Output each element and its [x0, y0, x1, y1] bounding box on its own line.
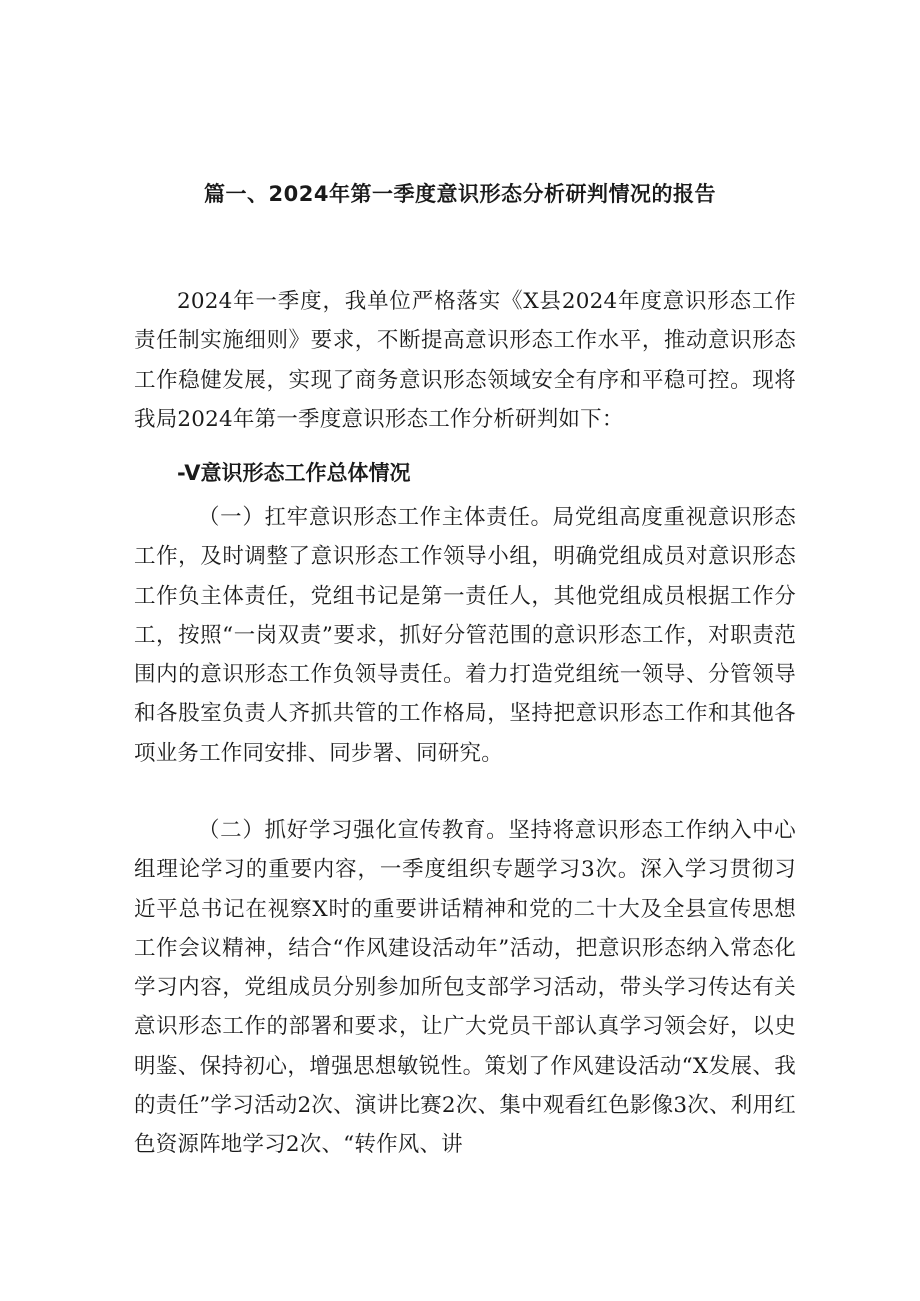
paragraph-study-education: （二）抓好学习强化宣传教育。坚持将意识形态工作纳入中心组理论学习的重要内容，一季度组织专题学习3次。深入学习贯彻习近平总书记在视察X时的重要讲话精神和党的二十大及全县宣传思想工作会议精神，结合“作风建设活动年”活动，把意识形态纳入常态化学习内容，党组成员分别参加所包支部学习活动，带头学习传达有关意识形态工作的部署和要求，让广大党员干部认真学习领会好，以史明鉴、保持初心，增强思想敏锐性。策划了作风建设活动“X发展、我的责任”学习活动2次、演讲比赛2次、集中观看红色影像3次、利用红色资源阵地学习2次、“转作风、讲: [134, 818, 796, 1158]
section-heading: -V意识形态工作总体情况: [177, 461, 411, 485]
intro-paragraph: 2024年一季度，我单位严格落实《X县2024年度意识形态工作责任制实施细则》要求，不断提高意识形态工作水平，推动意识形态工作稳健发展，实现了商务意识形态领域安全有序和平稳可控。现将我局2024年第一季度意识形态工作分析研判如下：: [134, 289, 796, 432]
paragraph-responsibility: （一）扛牢意识形态工作主体责任。局党组高度重视意识形态工作，及时调整了意识形态工作领导小组，明确党组成员对意识形态工作负主体责任，党组书记是第一责任人，其他党组成员根据工作分工，按照“一岗双责”要求，抓好分管范围的意识形态工作，对职责范围内的意识形态工作负领导责任。着力打造党组统一领导、分管领导和各股室负责人齐抓共管的工作格局，坚持把意识形态工作和其他各项业务工作同安排、同步署、同研究。: [134, 505, 796, 766]
document-title: 篇一、2024年第一季度意识形态分析研判情况的报告: [204, 182, 716, 206]
